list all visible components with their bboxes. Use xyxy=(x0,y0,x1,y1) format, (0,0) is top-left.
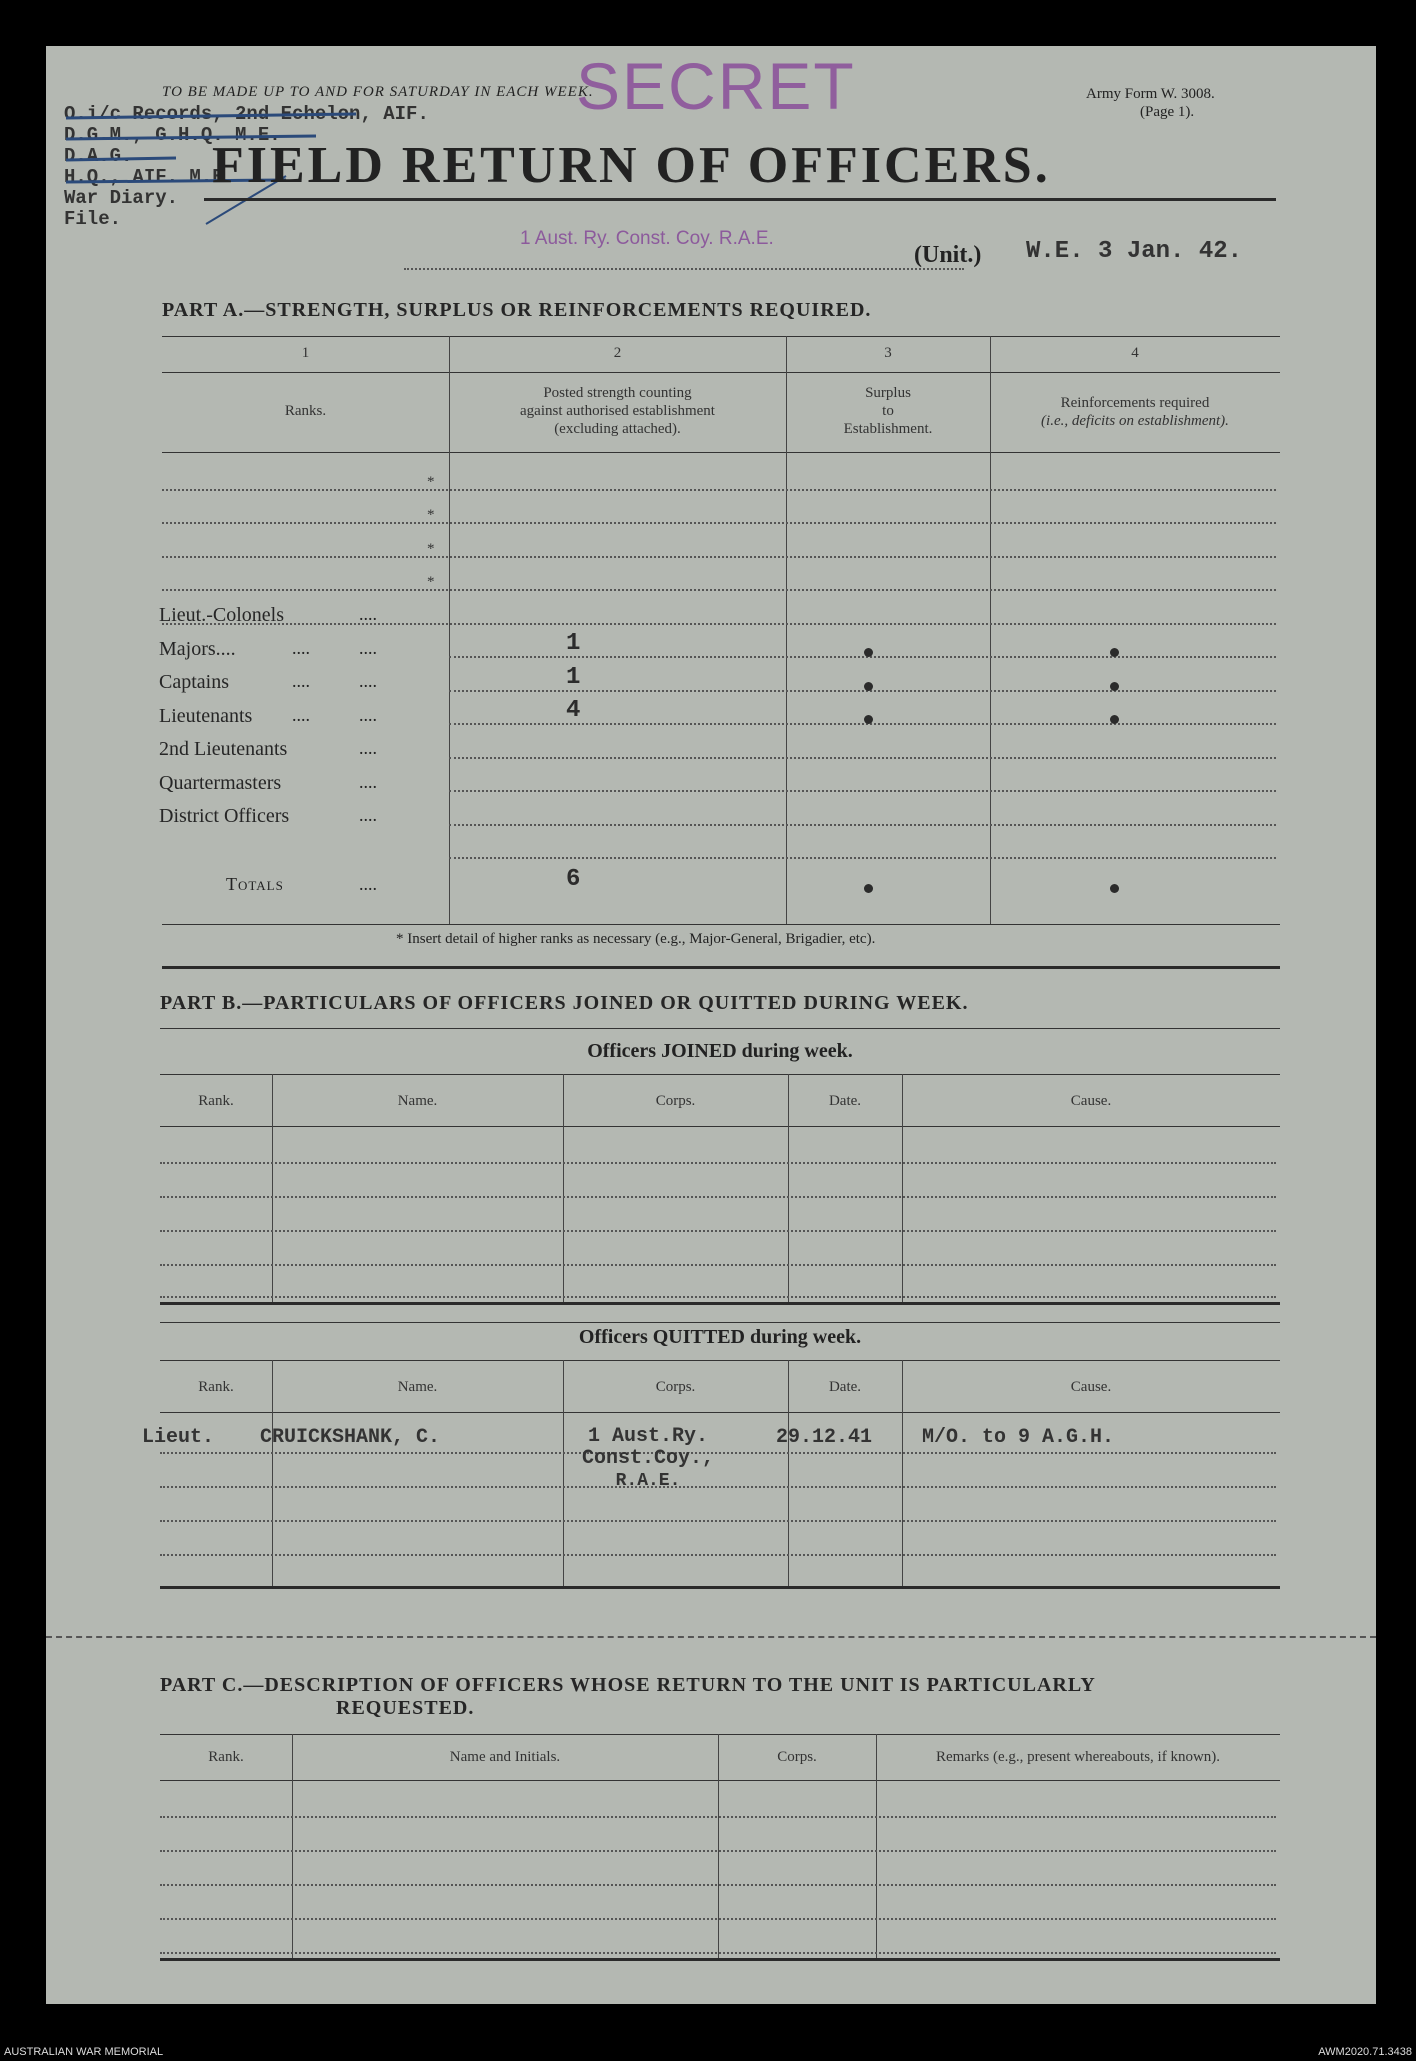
col-reinforcements-header xyxy=(990,394,1280,430)
quitted-col-cause: Cause. xyxy=(1070,1379,1112,1395)
star-marker: * xyxy=(427,574,435,590)
col-posted-line: Posted strength counting xyxy=(543,385,692,401)
col-reinf-line: Reinforcements required xyxy=(1060,395,1210,411)
rank-lieut-colonels: Lieut.-Colonels xyxy=(159,604,284,626)
leader-dots: .... xyxy=(359,805,377,825)
distribution-line: War Diary. xyxy=(64,187,179,209)
secret-stamp: SECRET xyxy=(576,49,856,123)
part-b-heading: PART B.—PARTICULARS OF OFFICERS JOINED OR QUITTED DURING WEEK. xyxy=(160,992,969,1014)
rank-quartermasters: Quartermasters xyxy=(159,772,282,794)
rank-district-officers: District Officers xyxy=(159,805,290,827)
partc-col-rank: Rank. xyxy=(208,1749,244,1765)
footer-right: AWM2020.71.3438 xyxy=(1318,2046,1412,2058)
part-a-footnote: * Insert detail of higher ranks as necessary (e.g., Major-General, Brigadier, etc). xyxy=(396,931,876,947)
star-marker: * xyxy=(427,474,435,490)
distribution-line: H.Q., AIF. M.E. xyxy=(64,166,236,188)
posted-majors: 1 xyxy=(566,630,581,657)
rank-majors: Majors.... xyxy=(159,638,236,660)
corps-line: 1 Aust.Ry. xyxy=(587,1425,709,1448)
quitted-cause: M/O. to 9 A.G.H. xyxy=(922,1426,1115,1449)
quitted-col-name: Name. xyxy=(397,1379,438,1395)
corps-line: Const.Coy., xyxy=(581,1447,715,1470)
col-posted-line: (excluding attached). xyxy=(554,421,681,437)
col-posted-header xyxy=(449,384,786,438)
surplus-captains-dot xyxy=(864,682,873,691)
partc-col-corps: Corps. xyxy=(777,1749,817,1765)
col-number-4: 4 xyxy=(1131,345,1139,361)
partc-col-remarks: Remarks (e.g., present whereabouts, if known). xyxy=(935,1749,1221,1765)
leader-dots: .... xyxy=(292,705,310,725)
joined-col-name: Name. xyxy=(397,1093,438,1109)
col-number-1: 1 xyxy=(301,345,310,361)
footer-left: AUSTRALIAN WAR MEMORIAL xyxy=(4,2046,164,2058)
star-marker: * xyxy=(427,507,435,523)
leader-dots: .... xyxy=(292,671,310,691)
joined-col-date: Date. xyxy=(828,1093,862,1109)
quitted-rank: Lieut. xyxy=(142,1426,215,1449)
page-number: (Page 1). xyxy=(1140,104,1195,120)
distribution-line: O.i/c Records, 2nd Echelon, AIF. xyxy=(64,103,429,125)
reinf-total-dot xyxy=(1110,884,1119,893)
leader-dots: .... xyxy=(292,638,310,658)
col-surplus-line: to xyxy=(882,403,894,419)
part-a-heading: PART A.—STRENGTH, SURPLUS OR REINFORCEMENTS REQUIRED. xyxy=(162,299,872,321)
surplus-total-dot xyxy=(864,884,873,893)
form-title: FIELD RETURN OF OFFICERS. xyxy=(212,137,1051,194)
joined-col-rank: Rank. xyxy=(198,1093,234,1109)
posted-lieutenants: 4 xyxy=(566,697,581,724)
col-surplus-line: Surplus xyxy=(865,385,911,401)
quitted-col-date: Date. xyxy=(828,1379,862,1395)
col-posted-line: against authorised establishment xyxy=(520,403,715,419)
part-c-heading-line: REQUESTED. xyxy=(336,1697,475,1719)
joined-col-cause: Cause. xyxy=(1070,1093,1112,1109)
col-ranks-header: Ranks. xyxy=(284,403,327,419)
rank-lieutenants: Lieutenants xyxy=(159,705,253,727)
form-number: Army Form W. 3008. xyxy=(1086,86,1215,102)
leader-dots: .... xyxy=(359,874,377,894)
rank-captains: Captains xyxy=(159,671,229,693)
quitted-corps xyxy=(548,1426,748,1492)
form-page xyxy=(46,46,1376,2004)
totals-label: Totals xyxy=(226,874,284,894)
reinf-lieutenants-dot xyxy=(1110,715,1119,724)
rank-2nd-lieutenants: 2nd Lieutenants xyxy=(159,738,288,760)
instruction-line: TO BE MADE UP TO AND FOR SATURDAY IN EACH WEEK. xyxy=(162,84,594,100)
posted-total: 6 xyxy=(566,866,581,893)
leader-dots: .... xyxy=(359,705,377,725)
col-surplus-line: Establishment. xyxy=(843,421,933,437)
star-marker: * xyxy=(427,541,435,557)
reinf-majors-dot xyxy=(1110,648,1119,657)
corps-line: R.A.E. xyxy=(615,1471,681,1491)
col-surplus-header xyxy=(786,384,990,438)
distribution-line: File. xyxy=(64,208,122,230)
reinf-captains-dot xyxy=(1110,682,1119,691)
joined-col-corps: Corps. xyxy=(655,1093,696,1109)
col-number-3: 3 xyxy=(884,345,892,361)
distribution-line: D.A.G. xyxy=(64,145,133,167)
part-c-heading xyxy=(160,1674,1290,1720)
surplus-majors-dot xyxy=(864,648,873,657)
col-reinf-line: (i.e., deficits on establishment). xyxy=(1041,413,1229,429)
leader-dots: .... xyxy=(359,671,377,691)
leader-dots: .... xyxy=(359,738,377,758)
leader-dots: .... xyxy=(359,604,377,624)
quitted-col-rank: Rank. xyxy=(198,1379,234,1395)
unit-stamp: 1 Aust. Ry. Const. Coy. R.A.E. xyxy=(520,228,774,249)
leader-dots: .... xyxy=(359,772,377,792)
surplus-lieutenants-dot xyxy=(864,715,873,724)
joined-title: Officers JOINED during week. xyxy=(587,1040,853,1062)
leader-dots: .... xyxy=(359,638,377,658)
distribution-line: D.G.M., G.H.Q. M.E. xyxy=(64,124,281,146)
quitted-col-corps: Corps. xyxy=(655,1379,696,1395)
week-ending: W.E. 3 Jan. 42. xyxy=(1026,238,1243,265)
posted-captains: 1 xyxy=(566,664,581,691)
unit-label: (Unit.) xyxy=(914,242,982,268)
quitted-title: Officers QUITTED during week. xyxy=(578,1326,862,1348)
tear-off-line xyxy=(46,1636,1376,1638)
quitted-name: CRUICKSHANK, C. xyxy=(260,1426,441,1449)
part-c-heading-line: PART C.—DESCRIPTION OF OFFICERS WHOSE RETURN TO THE UNIT IS PARTICULARLY xyxy=(160,1674,1096,1696)
partc-col-name: Name and Initials. xyxy=(449,1749,561,1765)
col-number-2: 2 xyxy=(613,345,622,361)
quitted-date: 29.12.41 xyxy=(776,1426,873,1449)
